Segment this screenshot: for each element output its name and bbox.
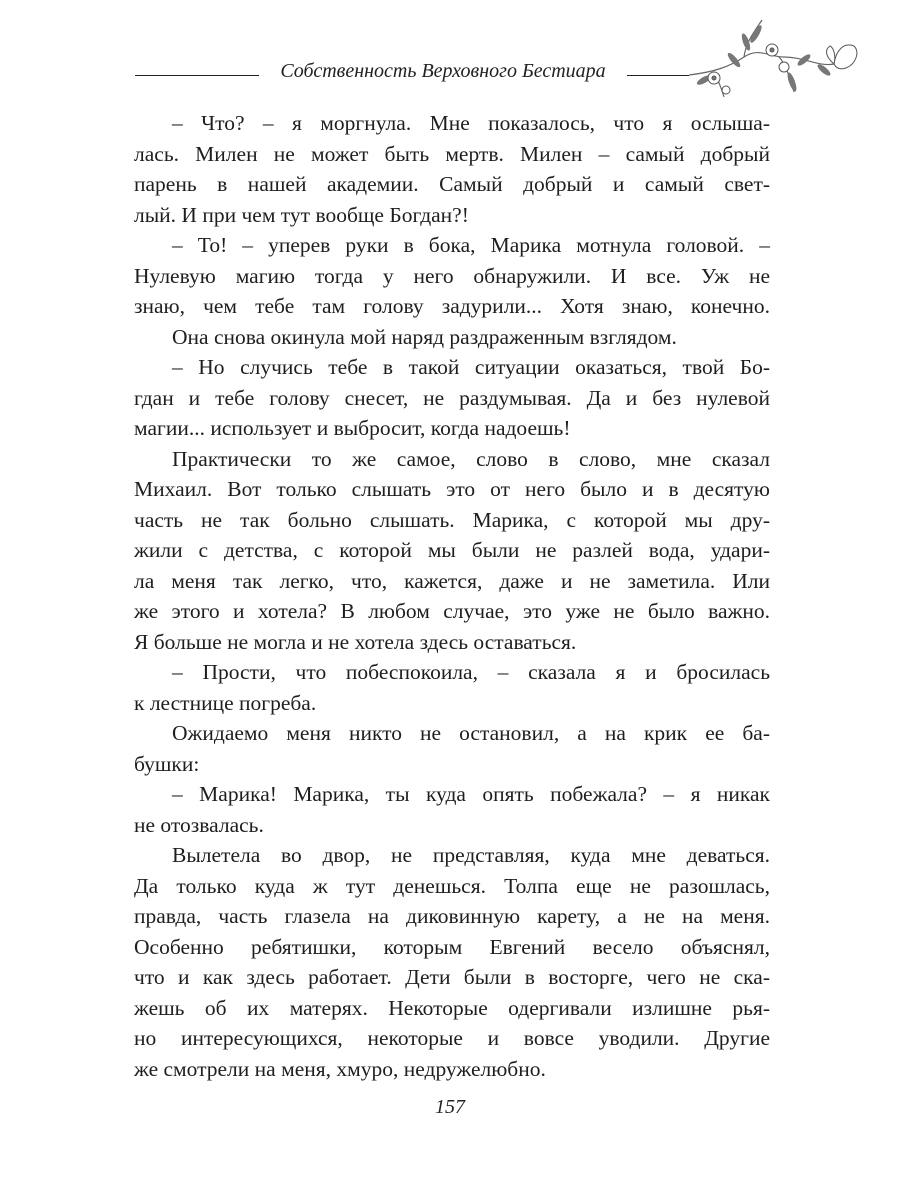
text-line: Ожидаемо меня никто не остановил, а на крик ее ба-	[172, 721, 770, 745]
text-line: Практически то же самое, слово в слово, мне сказал	[172, 446, 770, 471]
text-line: Особенно ребятишки, которым Евгений весело объяснял,	[134, 934, 770, 959]
text-line: Нулевую магию тогда у него обнаружили. И все. Уж не	[134, 263, 770, 288]
text-line: парень в нашей академии. Самый добрый и самый свет-	[134, 172, 770, 196]
text-line: Я больше не могла и не хотела здесь оставаться.	[134, 629, 577, 654]
text-line: к лестнице погреба.	[134, 690, 317, 715]
text-line: – Что? – я моргнула. Мне показалось, что я ослыша-	[172, 111, 770, 135]
running-title: Собственность Верховного Бестиара	[280, 60, 606, 82]
text-line: же этого и хотела? В любом случае, это уже не было важно.	[134, 599, 770, 623]
text-line: лась. Милен не может быть мертв. Милен – самый добрый	[134, 141, 770, 166]
text-line: – То! – уперев руки в бока, Марика мотнула головой. –	[172, 233, 770, 257]
header-rule-left	[135, 75, 259, 76]
text-line: Да только куда ж тут денешься. Толпа еще не разошлась,	[134, 873, 770, 898]
text-line: бушки:	[134, 751, 200, 776]
text-line: правда, часть глазела на диковинную карету, а не на меня.	[134, 904, 770, 928]
text-line: Вылетела во двор, не представляя, куда мне деваться.	[172, 843, 770, 867]
text-line: знаю, чем тебе там голову задурили... Хотя знаю, конечно.	[134, 294, 770, 318]
text-line: жили с детства, с которой мы были не разлей вода, удари-	[134, 538, 770, 562]
text-line: – Но случись тебе в такой ситуации оказаться, твой Бо-	[172, 355, 770, 379]
body-text	[134, 108, 770, 1084]
page-number: 157	[435, 1096, 465, 1118]
text-line: но интересующихся, некоторые и вовсе уводили. Другие	[134, 1026, 770, 1050]
text-line: гдан и тебе голову снесет, не раздумывая. Да и без нулевой	[134, 385, 770, 410]
text-line: лый. И при чем тут вообще Богдан?!	[134, 202, 469, 227]
text-line: жешь об их матерях. Некоторые одергивали излишне рья-	[134, 995, 770, 1020]
text-line: ла меня так легко, что, кажется, даже и не заметила. Или	[134, 568, 770, 593]
text-line: же смотрели на меня, хмуро, недружелюбно.	[134, 1056, 546, 1081]
text-line: часть не так больно слышать. Марика, с которой мы дру-	[134, 507, 770, 532]
text-line: что и как здесь работает. Дети были в восторге, чего не ска-	[134, 965, 770, 989]
text-line: – Прости, что побеспокоила, – сказала я и бросилась	[172, 660, 770, 684]
text-line: не отозвалась.	[134, 812, 264, 837]
text-line: Она снова окинула мой наряд раздраженным взглядом.	[172, 324, 677, 349]
text-line: – Марика! Марика, ты куда опять побежала? – я никак	[172, 782, 770, 806]
floral-vine-ornament-icon	[684, 12, 864, 112]
header-rule-right	[627, 75, 689, 76]
text-line: магии... использует и выбросит, когда надоешь!	[134, 416, 571, 440]
text-line: Михаил. Вот только слышать это от него было и в десятую	[134, 477, 770, 501]
